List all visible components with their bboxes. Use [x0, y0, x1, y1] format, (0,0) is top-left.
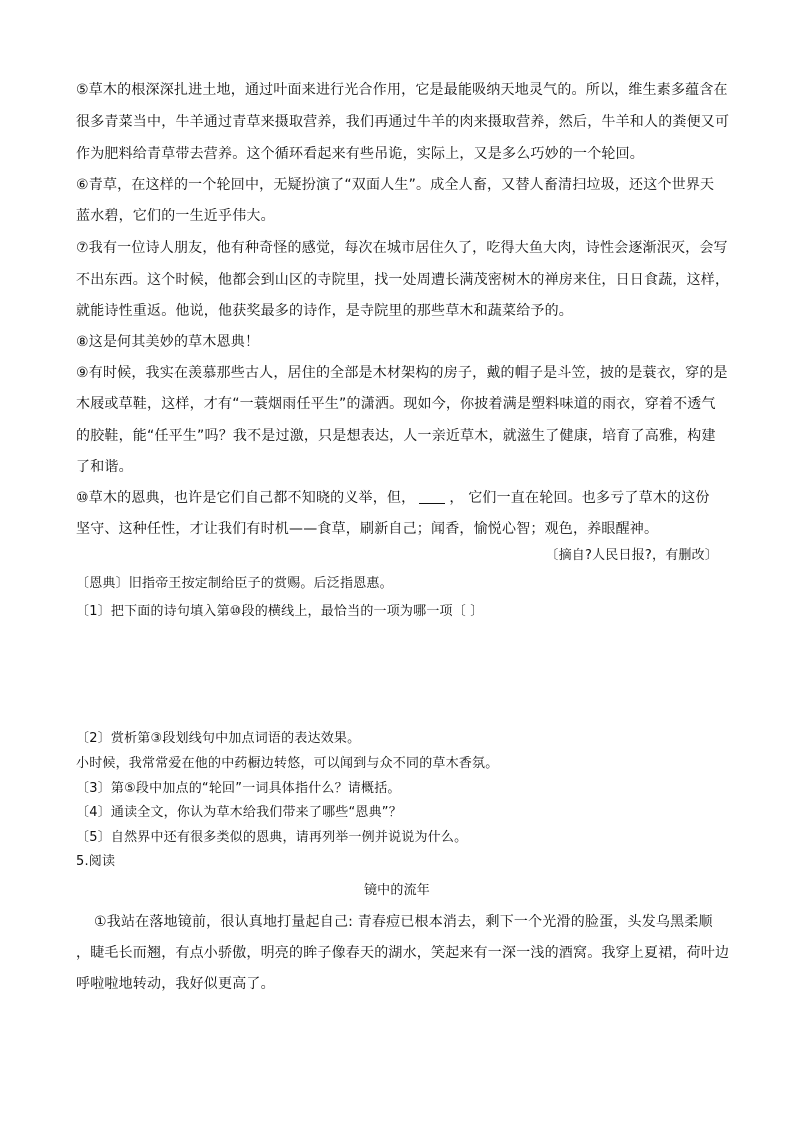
fill-in-blank [419, 489, 445, 504]
question-2: 〔2〕赏析第③段划线句中加点词语的表达效果。 [76, 731, 361, 746]
paragraph-6-line-2: 蓝水碧，它们的一生近乎伟大。 [76, 208, 275, 224]
paragraph-9-line-1: ⑨有时候，我实在羡慕那些古人，居住的全部是木材架构的房子，戴的帽子是斗笠，披的是蓑衣，穿的是 [76, 365, 728, 381]
article-paragraph-1-line-3: 呼啦啦地转动，我好似更高了。 [76, 976, 275, 992]
question-3: 〔3〕第⑤段中加点的“轮回”一词具体指什么？请概括。 [76, 781, 401, 796]
paragraph-7-line-1: ⑦我有一位诗人朋友，他有种奇怪的感觉，每次在城市居住久了，吃得大鱼大肉，诗性会逐渐泯灭，会写 [76, 240, 728, 256]
paragraph-10-line-2: 坚守、这种任性，才让我们有时机——食草，刷新自己；闻香，愉悦心智；观色，养眼醒神。 [76, 521, 659, 537]
paragraph-9-line-2: 木屐或草鞋，这样，才有“一蓑烟雨任平生”的潇洒。现如今，你披着满是塑料味道的雨衣，穿着不透气 [76, 396, 716, 412]
paragraph-10-line-1 [76, 488, 710, 508]
question-5: 〔5〕自然界中还有很多类似的恩典，请再列举一例并说说为什么。 [76, 830, 468, 845]
paragraph-6-line-1: ⑥青草，在这样的一个轮回中，无疑扮演了“双面人生”。成全人畜，又替人畜清扫垃圾，还这个世界天 [76, 177, 715, 193]
paragraph-9-line-4: 了和谐。 [76, 459, 133, 475]
paragraph-5-line-1: ⑤草木的根深深扎进土地，通过叶面来进行光合作用，它是最能吸纳天地灵气的。所以，维生素多蕴含在 [76, 82, 728, 98]
paragraph-5-line-3: 作为肥料给青草带去营养。这个循环看起来有些吊诡，实际上，又是多么巧妙的一个轮回。 [76, 146, 644, 162]
question-2-quote: 小时候，我常常爱在他的中药橱边转悠，可以闻到与众不同的草木香氛。 [76, 756, 499, 771]
paragraph-5-line-2: 很多青菜当中，牛羊通过青草来摄取营养，我们再通过牛羊的肉来摄取营养，然后，牛羊和人的粪便又可 [76, 114, 730, 130]
paragraph-7-line-3: 就能诗性重返。他说，他获奖最多的诗作，是寺院里的那些草木和蔬菜给予的。 [76, 303, 573, 319]
article-paragraph-1-line-2: ，睫毛长而翘，有点小骄傲，明亮的眸子像春天的湖水，笑起来有一深一浅的酒窝。我穿上夏裙，荷叶边 [76, 945, 730, 961]
paragraph-8-line-1: ⑧这是何其美妙的草木恩典！ [76, 334, 260, 350]
question-1: 〔1〕把下面的诗句填入第⑩段的横线上，最恰当的一项为哪一项〔 〕 [76, 604, 484, 619]
footnote-endian: 〔恩典〕旧指帝王按定制给臣子的赏赐。后泛指恩惠。 [76, 576, 393, 591]
section-5-label: 5.阅读 [76, 854, 116, 869]
article-paragraph-1-line-1: ①我站在落地镜前，很认真地打量起自己: 青春痘已根本消去，剩下一个光滑的脸蛋，头发乌黑柔顺 [94, 914, 713, 930]
question-4: 〔4〕通读全文，你认为草木给我们带来了哪些“恩典”？ [76, 805, 402, 820]
source-citation: 〔摘自?人民日报?，有删改〕 [545, 548, 718, 563]
paragraph-10-text-before-blank: ⑩草木的恩典，也许是它们自己都不知晓的义举，但， [76, 490, 416, 506]
paragraph-10-text-after-blank: ， 它们一直在轮回。也多亏了草木的这份 [449, 490, 710, 506]
paragraph-7-line-2: 不出东西。这个时候，他都会到山区的寺院里，找一处周遭长满茂密树木的禅房来住，日日食蔬，这样， [76, 272, 730, 288]
paragraph-9-line-3: 的胶鞋，能“任平生”吗？我不是过激，只是想表达，人一亲近草木，就滋生了健康，培育了高雅，构建 [76, 428, 716, 444]
article-title: 镜中的流年 [363, 883, 430, 898]
